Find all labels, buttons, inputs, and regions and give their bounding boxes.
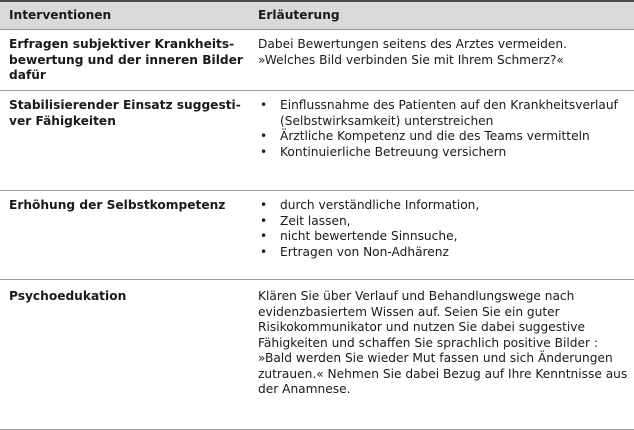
explanation-line: »Welches Bild verbinden Sie mit Ihrem Schmerz?« [258,52,564,67]
explanation-cell [246,198,634,273]
header-erlaeuterung: Erläuterung [258,7,340,22]
bullet-item: • Kontinuierliche Betreuung versichern [258,145,628,161]
bullet-item: • Ertragen von Non-Adhärenz [258,245,628,261]
table-row [0,280,634,430]
bullet-item: • nicht bewertende Sinnsuche, [258,229,628,245]
explanation-cell: Klären Sie über Verlauf und Behandlungswege nach evidenzbasiertem Wissen auf. Seien Sie ein guter Risikokommunikator und nutzen Sie dabei suggestive Fähigkeiten und schaffen Sie sprachlich positive Bilder : »Bald werden Sie wieder Mut fassen und sich Änderungen zutrauen.« Nehmen Sie dabei Bezug auf Ihre Kenntnisse aus der Anamnese. [258,289,628,396]
explanation-cell [246,37,634,84]
bullet-list [258,98,628,160]
table-row [0,191,634,280]
explanation-line: Dabei Bewertungen seitens des Arztes vermeiden. [258,37,568,51]
intervention-cell: Stabilisierender Einsatz suggestiver Fähigkeiten [9,98,241,128]
bullet-item: • durch verständliche Information, [258,198,628,214]
table-row [0,30,634,91]
bullet-item: • Einflussnahme des Patienten auf den Krankheitsverlauf (Selbstwirksamkeit) unterstreichen [258,98,628,129]
header-interventionen: Interventionen [9,7,112,22]
bullet-item: • Zeit lassen, [258,214,628,230]
table-header-row [0,0,634,30]
intervention-cell: Erfragen subjektiver Krankheitsbewertung und der inneren Bilder dafür [9,37,243,82]
intervention-cell: Erhöhung der Selbstkompetenz [9,198,226,212]
bullet-item: • Ärztliche Kompetenz und die des Teams vermitteln [258,129,628,145]
intervention-cell: Psychoedukation [9,289,127,303]
explanation-cell [246,98,634,184]
table-row [0,91,634,191]
bullet-list [258,198,628,260]
